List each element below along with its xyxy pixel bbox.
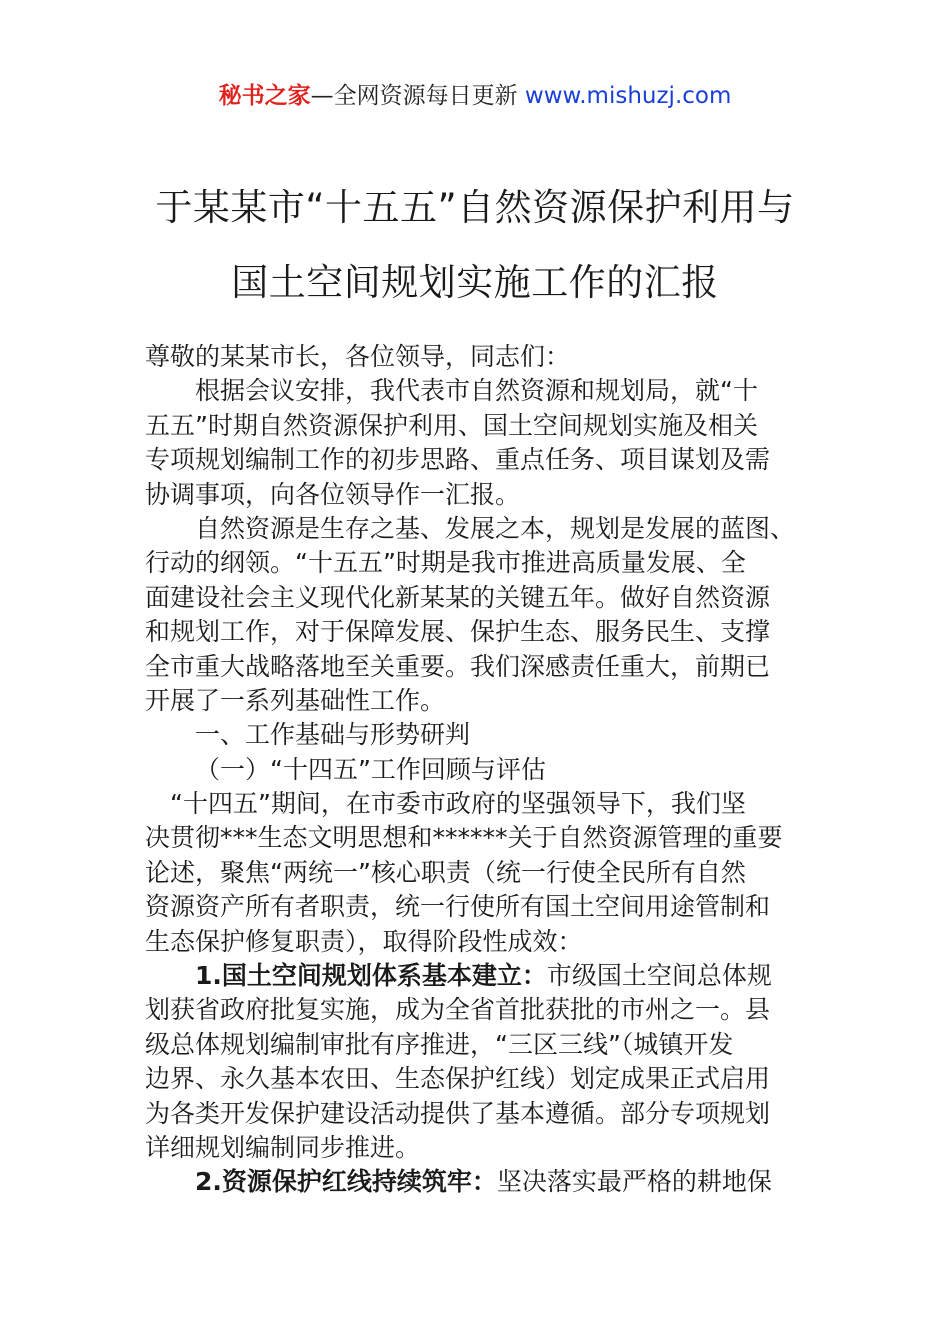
paragraph-line: 生态保护修复职责），取得阶段性成效： [145, 926, 583, 956]
document-title-line-2: 国土空间规划实施工作的汇报 [231, 261, 719, 304]
paragraph-intro [145, 374, 810, 512]
document-body [145, 340, 810, 1200]
document-title-line-1: 于某某市“十五五”自然资源保护利用与 [155, 186, 795, 229]
list-item-label: 1.国土空间规划体系基本建立： [195, 961, 547, 991]
site-brand: 秘书之家 [218, 83, 311, 109]
paragraph-line: 资源资产所有者职责，统一行使所有国土空间用途管制和 [145, 892, 771, 922]
paragraph-line: 全市重大战略落地至关重要。我们深感责任重大，前期已 [145, 651, 771, 681]
list-item-text: 坚决落实最严格的耕地保 [496, 1167, 772, 1197]
paragraph-line: 划获省政府批复实施，成为全省首批获批的市州之一。县 [145, 995, 771, 1025]
paragraph-line: 论述，聚焦“两统一”核心职责（统一行使全民所有自然 [145, 857, 746, 887]
paragraph-line: 五五”时期自然资源保护利用、国土空间规划实施及相关 [145, 410, 758, 440]
paragraph-line: 决贯彻***生态文明思想和******关于自然资源管理的重要 [145, 823, 783, 853]
site-tagline: —全网资源每日更新 [310, 83, 525, 109]
paragraph-line: 专项规划编制工作的初步思路、重点任务、项目谋划及需 [145, 445, 771, 475]
paragraph-line: 开展了一系列基础性工作。 [145, 685, 446, 715]
paragraph-line: “十四五”期间，在市委市政府的坚强领导下，我们坚 [170, 789, 746, 819]
salutation: 尊敬的某某市长，各位领导，同志们： [145, 342, 571, 371]
paragraph-line: 根据会议安排，我代表市自然资源和规划局，就“十 [195, 376, 758, 406]
paragraph-line: 和规划工作，对于保障发展、保护生态、服务民生、支撑 [145, 617, 771, 647]
paragraph-line: 详细规划编制同步推进。 [145, 1132, 421, 1162]
site-url-link[interactable]: www.mishuzj.com [524, 83, 732, 109]
document-title [0, 170, 950, 320]
section-heading-2: （一）“十四五”工作回顾与评估 [195, 754, 546, 784]
list-item-text: 市级国土空间总体规 [546, 961, 772, 991]
paragraph-line: 级总体规划编制审批有序推进，“三区三线”（城镇开发 [145, 1029, 734, 1059]
list-item-2 [145, 1165, 810, 1199]
paragraph-line: 协调事项，向各位领导作一汇报。 [145, 479, 521, 509]
paragraph-line: 为各类开发保护建设活动提供了基本遵循。部分专项规划 [145, 1098, 771, 1128]
site-header [0, 80, 950, 112]
paragraph-review [145, 787, 810, 959]
section-heading-1: 一、工作基础与形势研判 [195, 720, 471, 750]
paragraph-line: 面建设社会主义现代化新某某的关键五年。做好自然资源 [145, 582, 771, 612]
paragraph-line: 边界、永久基本农田、生态保护红线）划定成果正式启用 [145, 1064, 771, 1094]
list-item-label: 2.资源保护红线持续筑牢： [195, 1167, 497, 1197]
paragraph-line: 自然资源是生存之基、发展之本，规划是发展的蓝图、 [195, 513, 796, 543]
list-item-first-line [145, 1165, 810, 1199]
list-item-1 [145, 959, 810, 1165]
list-item-first-line [145, 959, 810, 993]
paragraph-line: 行动的纲领。“十五五”时期是我市推进高质量发展、全 [145, 548, 746, 578]
paragraph-background [145, 512, 810, 718]
